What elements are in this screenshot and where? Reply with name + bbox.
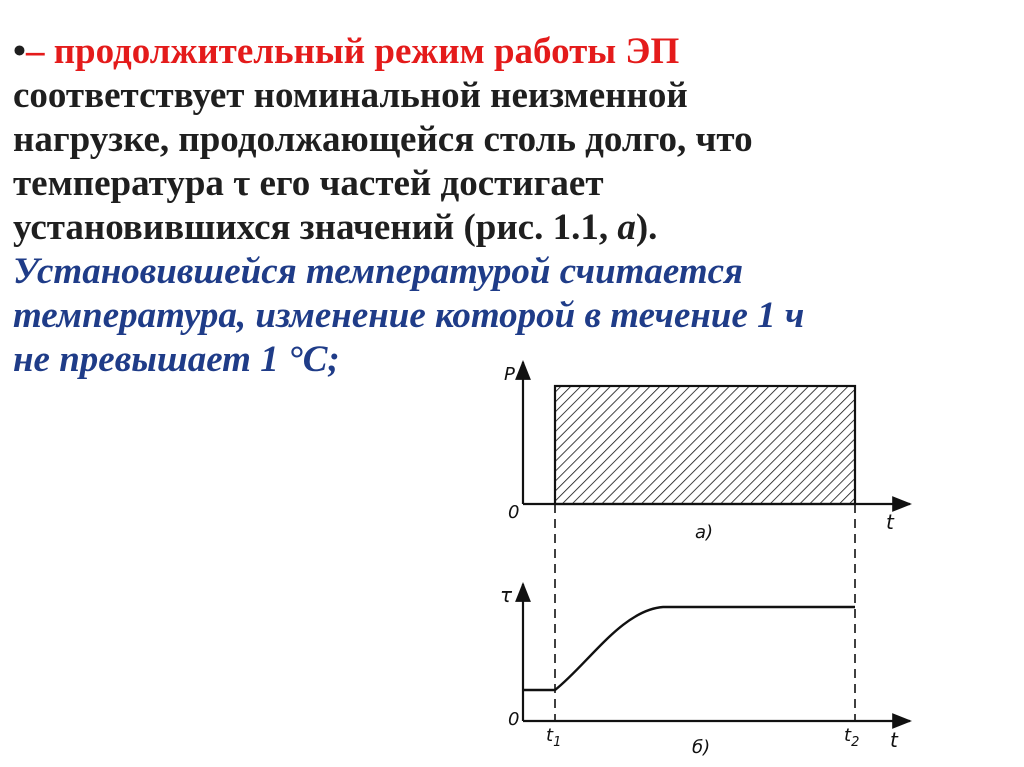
label-t-bottom: t <box>890 728 898 752</box>
bullet: • <box>13 31 26 72</box>
paragraph-line-5-start: установившихся значений (рис. 1.1, <box>13 207 618 248</box>
diagram-b <box>500 583 910 758</box>
load-temperature-figure <box>470 348 920 767</box>
paragraph-line-5 <box>13 206 1003 250</box>
definition-line-1: Установившейся температурой считается <box>13 251 744 292</box>
figure-ref-letter: а <box>617 207 636 248</box>
label-origin-bottom: 0 <box>508 709 520 730</box>
text-block <box>13 30 1003 382</box>
definition-line-3: не превышает 1 °С; <box>13 339 340 380</box>
diagram-a <box>504 362 910 543</box>
term-heading: продолжительный режим работы ЭП <box>53 31 680 72</box>
label-t2: $t_2$ <box>844 725 860 750</box>
definition-line-2: температура, изменение которой в течение 1 ч <box>13 295 805 336</box>
dash: – <box>25 31 45 72</box>
label-t1: $t_1$ <box>546 725 562 750</box>
paragraph-line-3: нагрузке, продолжающейся столь долго, что <box>13 119 753 160</box>
label-p: P <box>504 364 515 385</box>
label-origin-top: 0 <box>508 502 520 523</box>
paragraph-line-4: температура τ его частей достигает <box>13 163 604 204</box>
paragraph-line-1 <box>13 30 1003 74</box>
label-tau: τ <box>500 583 513 607</box>
paragraph-line-5-end: ). <box>635 207 658 248</box>
temperature-curve <box>523 607 855 690</box>
paragraph-line-2: соответствует номинальной неизменной <box>13 75 688 116</box>
caption-b: б) <box>692 737 711 758</box>
load-rectangle <box>555 386 855 504</box>
caption-a: а) <box>695 522 714 543</box>
label-t-top: t <box>886 510 894 534</box>
